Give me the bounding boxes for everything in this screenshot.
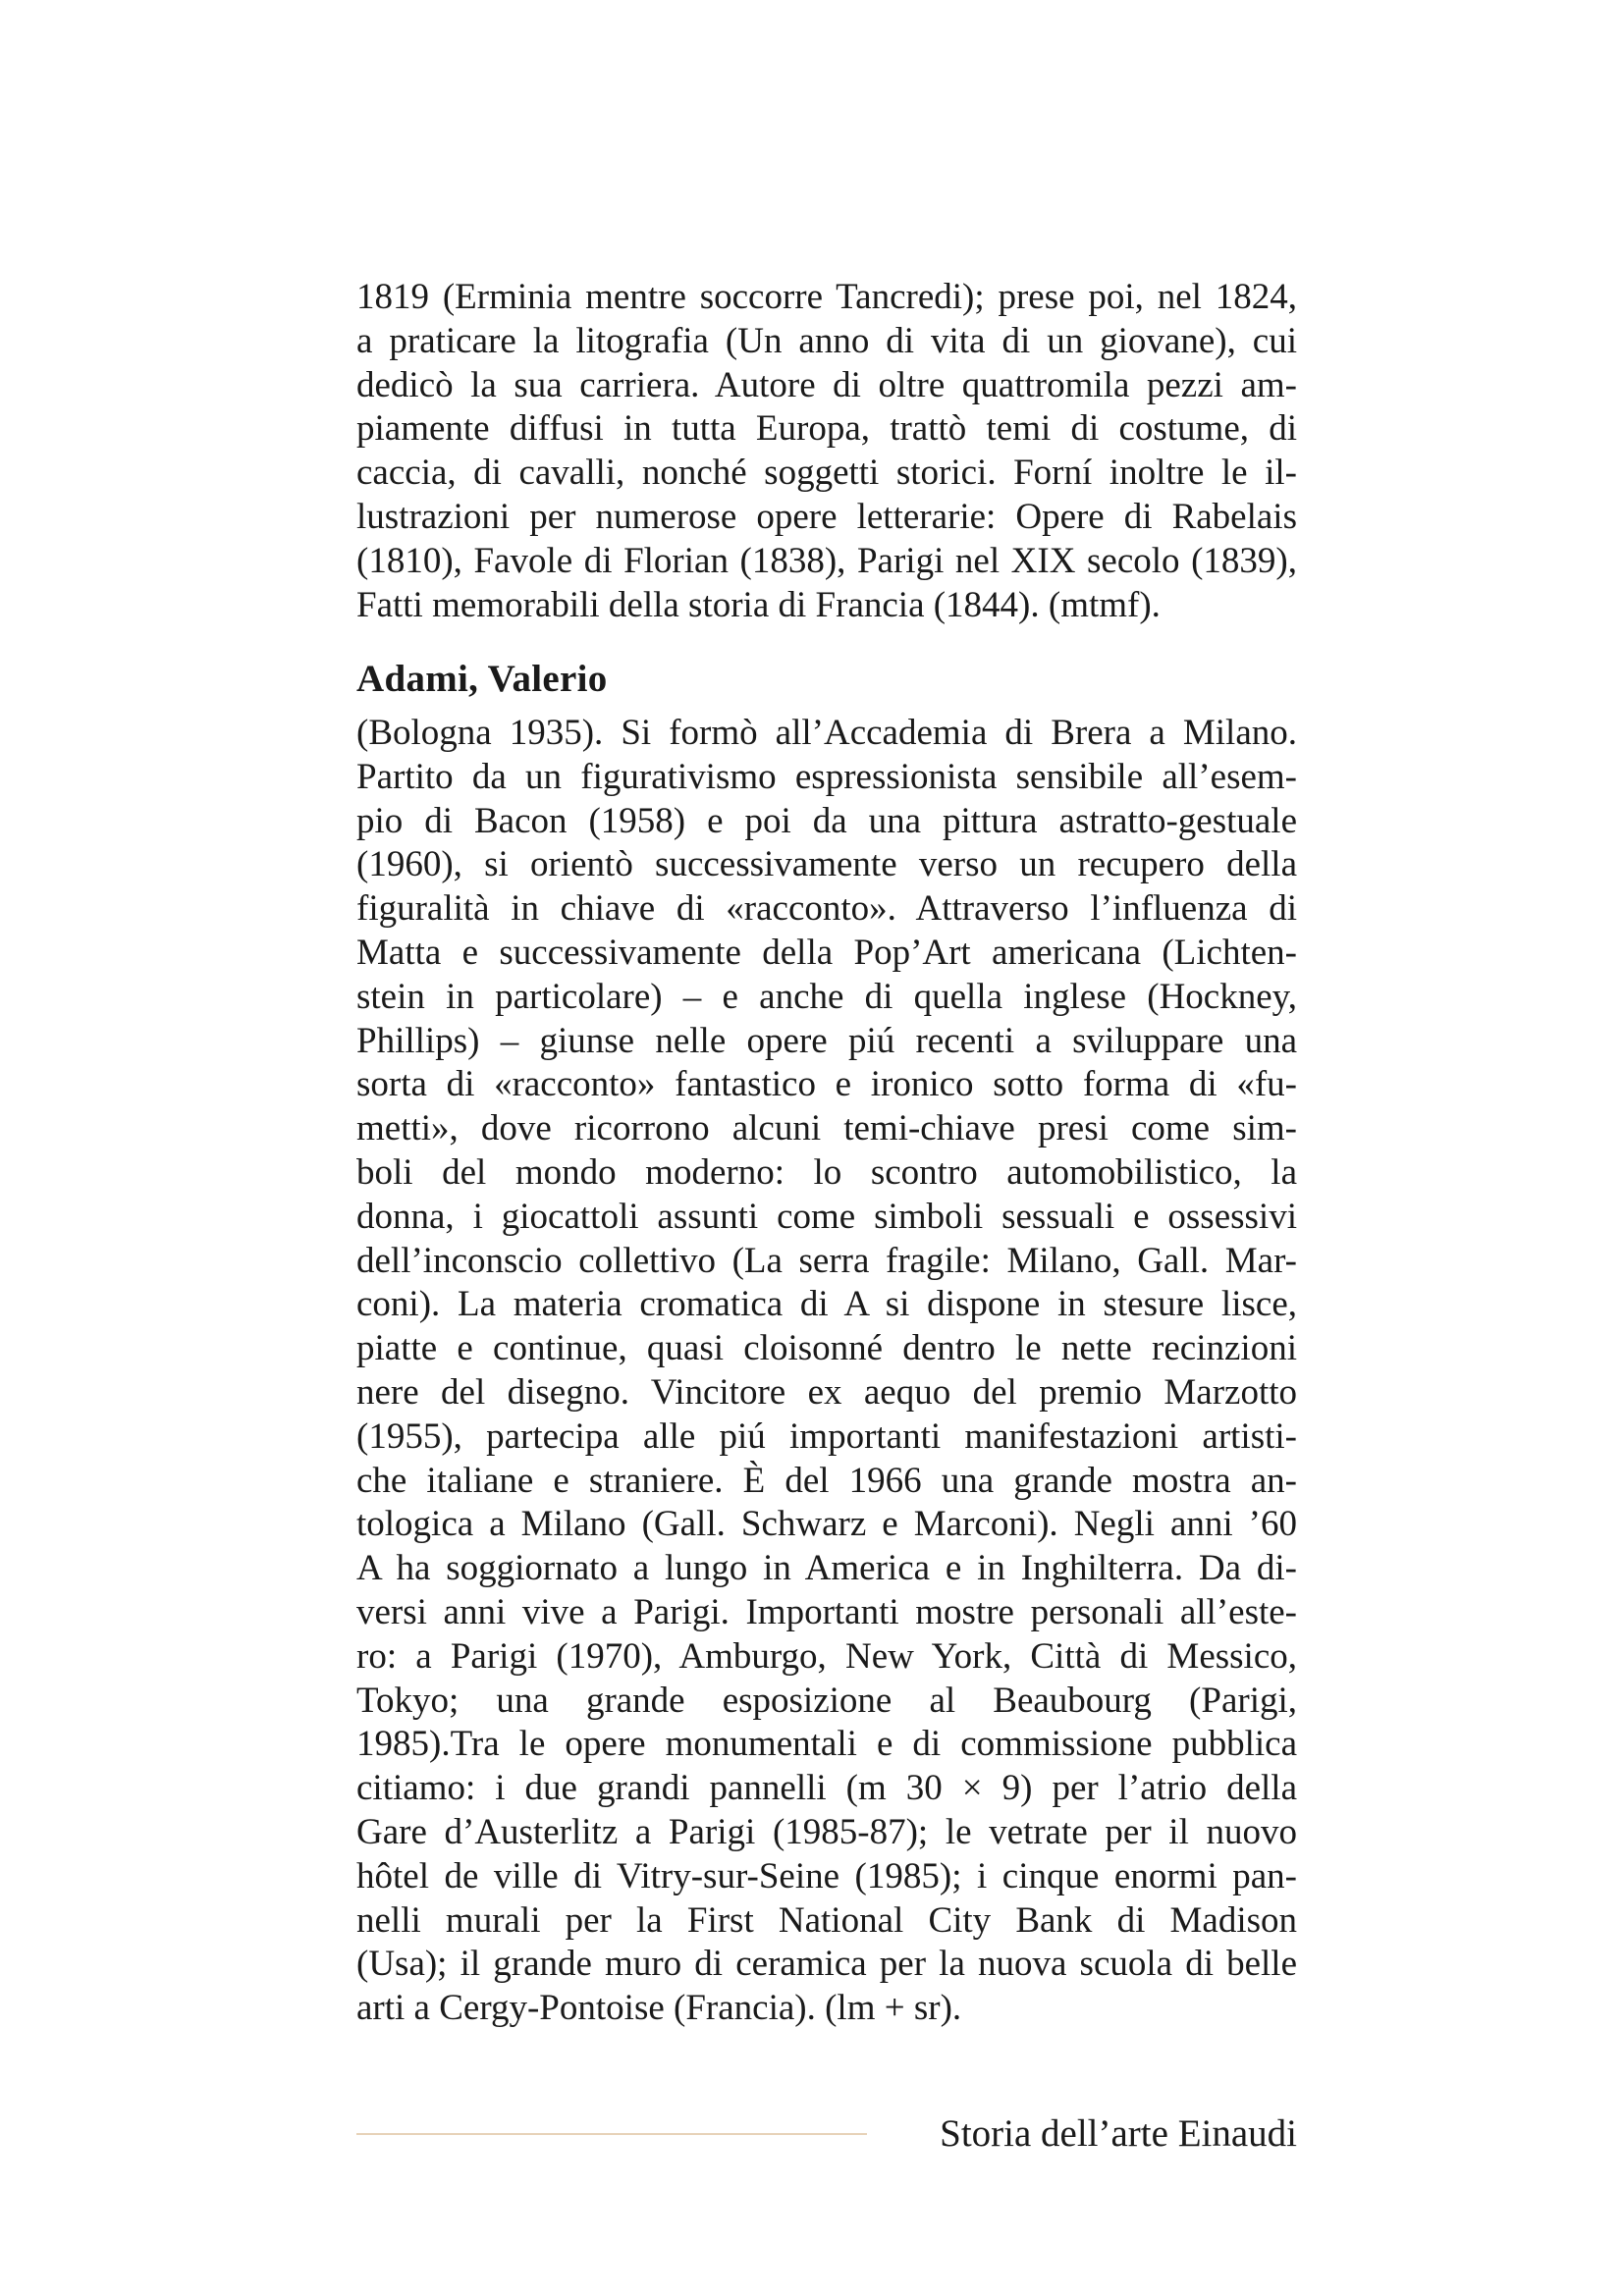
text-line: caccia, di cavalli, nonché soggetti storici. Forní inoltre le il-: [356, 453, 1297, 494]
text-line: citiamo: i due grandi pannelli (m 30 × 9) per l’atrio della: [356, 1768, 1297, 1809]
text-line: nelli murali per la First National City Bank di Madison: [356, 1899, 1297, 1941]
text-line: metti», dove ricorrono alcuni temi-chiave presi come sim-: [356, 1108, 1297, 1149]
text-line: pio di Bacon (1958) e poi da una pittura astratto-gestuale: [356, 800, 1297, 841]
text-line: Gare d’Austerlitz a Parigi (1985-87); le vetrate per il nuovo: [356, 1811, 1297, 1852]
footer-rule: [356, 2133, 867, 2135]
text-line: versi anni vive a Parigi. Importanti mostre personali all’este-: [356, 1591, 1297, 1632]
text-line: dedicò la sua carriera. Autore di oltre quattromila pezzi am-: [356, 364, 1297, 405]
text-line: A ha soggiornato a lungo in America e in Inghilterra. Da di-: [356, 1548, 1297, 1589]
text-line: Fatti memorabili della storia di Francia (1844). (mtmf).: [356, 584, 1161, 625]
text-line: dell’inconscio collettivo (La serra fragile: Milano, Gall. Mar-: [356, 1240, 1297, 1281]
text-line: donna, i giocattoli assunti come simboli sessuali e ossessivi: [356, 1196, 1297, 1237]
text-line: Phillips) – giunse nelle opere piú recenti a sviluppare una: [356, 1020, 1297, 1061]
text-line: ro: a Parigi (1970), Amburgo, New York, Città di Messico,: [356, 1635, 1297, 1677]
text-line: 1819 (Erminia mentre soccorre Tancredi); prese poi, nel 1824,: [356, 277, 1297, 317]
text-line: Partito da un figurativismo espressionista sensibile all’esem-: [356, 756, 1297, 797]
text-line: piamente diffusi in tutta Europa, trattò temi di costume, di: [356, 408, 1297, 450]
text-line: (1960), si orientò successivamente verso un recupero della: [356, 844, 1297, 885]
text-line: piatte e continue, quasi cloisonné dentro le nette recinzioni: [356, 1328, 1297, 1369]
continued-entry-paragraph: [356, 276, 1297, 627]
text-line: (1810), Favole di Florian (1838), Parigi nel XIX secolo (1839),: [356, 540, 1297, 581]
text-line: stein in particolare) – e anche di quella inglese (Hockney,: [356, 976, 1297, 1017]
text-line: sorta di «racconto» fantastico e ironico sotto forma di «fu-: [356, 1064, 1297, 1105]
text-line: che italiane e straniere. È del 1966 una grande mostra an-: [356, 1460, 1297, 1501]
entry-paragraph: [356, 712, 1297, 2031]
text-line: tologica a Milano (Gall. Schwarz e Marconi). Negli anni ’60: [356, 1504, 1297, 1545]
text-line: (Bologna 1935). Si formò all’Accademia di Brera a Milano.: [356, 713, 1297, 753]
text-line: boli del mondo moderno: lo scontro automobilistico, la: [356, 1151, 1297, 1193]
text-line: nere del disegno. Vincitore ex aequo del premio Marzotto: [356, 1371, 1297, 1413]
text-line: Matta e successivamente della Pop’Art americana (Lichten-: [356, 932, 1297, 973]
text-line: arti a Cergy-Pontoise (Francia). (lm + sr).: [356, 1988, 962, 2029]
text-line: Tokyo; una grande esposizione al Beaubourg (Parigi,: [356, 1680, 1297, 1721]
text-line: figuralità in chiave di «racconto». Attraverso l’influenza di: [356, 888, 1297, 930]
text-line: coni). La materia cromatica di A si dispone in stesure lisce,: [356, 1284, 1297, 1325]
text-line: lustrazioni per numerose opere letterarie: Opere di Rabelais: [356, 496, 1297, 537]
entry-heading: Adami, Valerio: [356, 658, 608, 700]
text-line: 1985).Tra le opere monumentali e di commissione pubblica: [356, 1724, 1297, 1765]
text-line: a praticare la litografia (Un anno di vita di un giovane), cui: [356, 320, 1297, 361]
text-line: (Usa); il grande muro di ceramica per la nuova scuola di belle: [356, 1944, 1297, 1985]
text-line: (1955), partecipa alle piú importanti manifestazioni artisti-: [356, 1415, 1297, 1457]
footer-title: Storia dell’arte Einaudi: [940, 2112, 1297, 2155]
text-line: hôtel de ville di Vitry-sur-Seine (1985); i cinque enormi pan-: [356, 1855, 1297, 1896]
